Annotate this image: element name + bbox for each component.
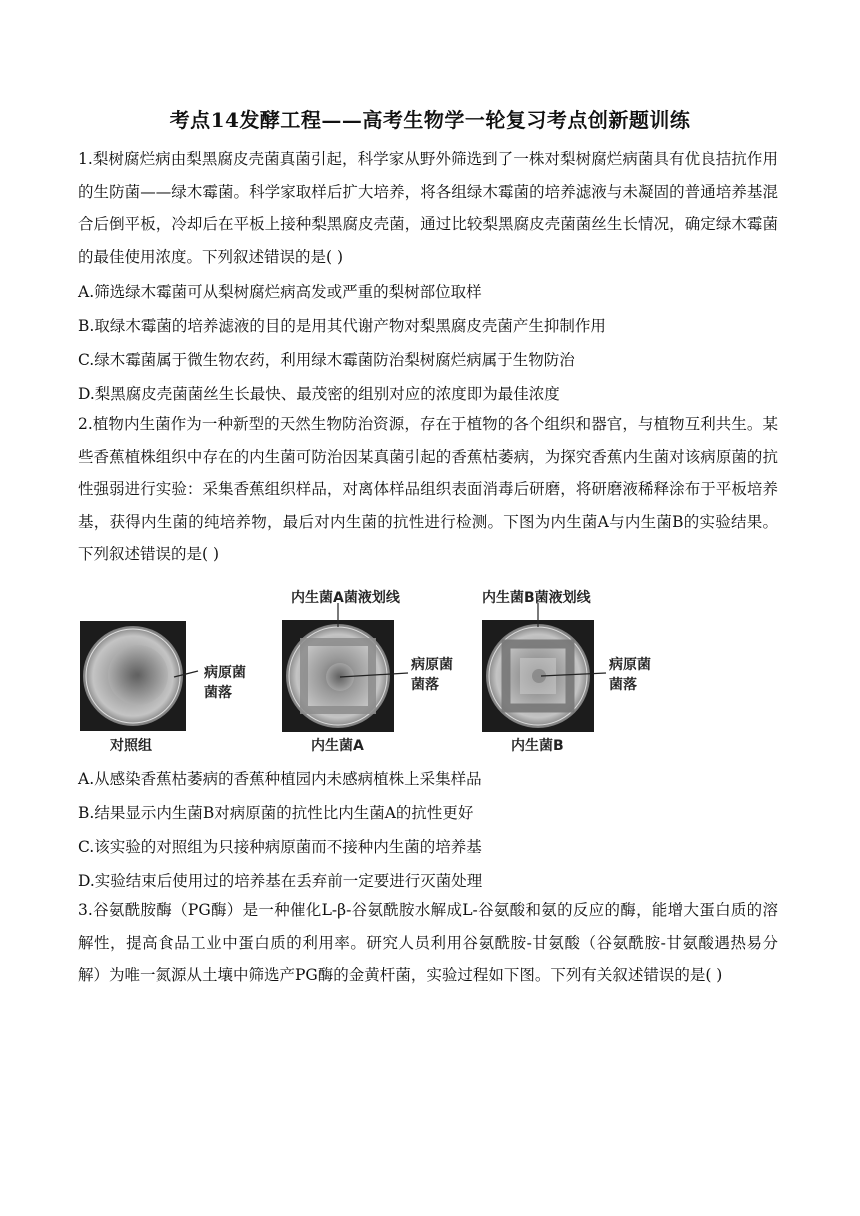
endophyte-a-streak-label: 内生菌A菌液划线 [291, 590, 400, 606]
question-2-option-a: A.从感染香蕉枯萎病的香蕉种植园内未感病植株上采集样品 [78, 770, 482, 788]
question-3-stem: 3.谷氨酰胺酶（PG酶）是一种催化L-β-谷氨酰胺水解成L-谷氨酸和氨的反应的酶，能增大蛋白质的溶解性，提高食品工业中蛋白质的利用率。研究人员利用谷氨酰胺-甘氨酸（谷氨酰胺-甘氨酸遇热易分解）为唯一氮源从土壤中筛选产PG酶的金黄杆菌，实验过程如下图。下列有关叙述错误的是( ) [78, 901, 778, 984]
endophyte-a-plate-caption: 内生菌A [311, 738, 364, 754]
control-plate-caption: 对照组 [110, 738, 152, 754]
endophyte-a-colony-label: 病原菌菌落 [411, 657, 453, 693]
endophyte-b-plate [482, 603, 606, 732]
question-2-stem: 2.植物内生菌作为一种新型的天然生物防治资源，存在于植物的各个组织和器官，与植物互利共生。某些香蕉植株组织中存在的内生菌可防治因某真菌引起的香蕉枯萎病，为探究香蕉内生菌对该病原菌的抗性强弱进行实验：采集香蕉组织样品，对离体样品组织表面消毒后研磨，将研磨液稀释涂布于平板培养基，获得内生菌的纯培养物，最后对内生菌的抗性进行检测。下图为内生菌A与内生菌B的实验结果。下列叙述错误的是( ) [78, 415, 778, 563]
question-2-option-c: C.该实验的对照组为只接种病原菌而不接种内生菌的培养基 [78, 838, 482, 856]
question-1-option-d: D.梨黑腐皮壳菌菌丝生长最快、最茂密的组别对应的浓度即为最佳浓度 [78, 385, 560, 403]
endophyte-b-streak-label: 内生菌B菌液划线 [482, 590, 591, 606]
culture-plate-figure [78, 585, 778, 755]
endophyte-b-plate-caption: 内生菌B [511, 738, 564, 754]
question-2-option-b: B.结果显示内生菌B对病原菌的抗性比内生菌A的抗性更好 [78, 804, 474, 822]
endophyte-a-plate [282, 603, 408, 732]
question-1-option-a: A.筛选绿木霉菌可从梨树腐烂病高发或严重的梨树部位取样 [78, 283, 482, 301]
control-pathogen-colony [108, 645, 168, 705]
question-1-stem: 1.梨树腐烂病由梨黑腐皮壳菌真菌引起，科学家从野外筛选到了一株对梨树腐烂病菌具有优良拮抗作用的生防菌——绿木霉菌。科学家取样后扩大培养，将各组绿木霉菌的培养滤液与未凝固的普通培养基混合后倒平板，冷却后在平板上接种梨黑腐皮壳菌，通过比较梨黑腐皮壳菌菌丝生长情况，确定绿木霉菌的最佳使用浓度。下列叙述错误的是( ) [78, 150, 778, 266]
question-2-option-d: D.实验结束后使用过的培养基在丢弃前一定要进行灭菌处理 [78, 872, 483, 890]
endophyte-b-colony-label: 病原菌菌落 [609, 657, 651, 693]
question-1-option-b: B.取绿木霉菌的培养滤液的目的是用其代谢产物对梨黑腐皮壳菌产生抑制作用 [78, 317, 606, 335]
control-colony-label: 病原菌菌落 [204, 665, 246, 701]
control-plate [80, 621, 198, 731]
question-1-option-c: C.绿木霉菌属于微生物农药，利用绿木霉菌防治梨树腐烂病属于生物防治 [78, 351, 575, 369]
page-title: 考点14发酵工程——高考生物学一轮复习考点创新题训练 [169, 108, 691, 132]
